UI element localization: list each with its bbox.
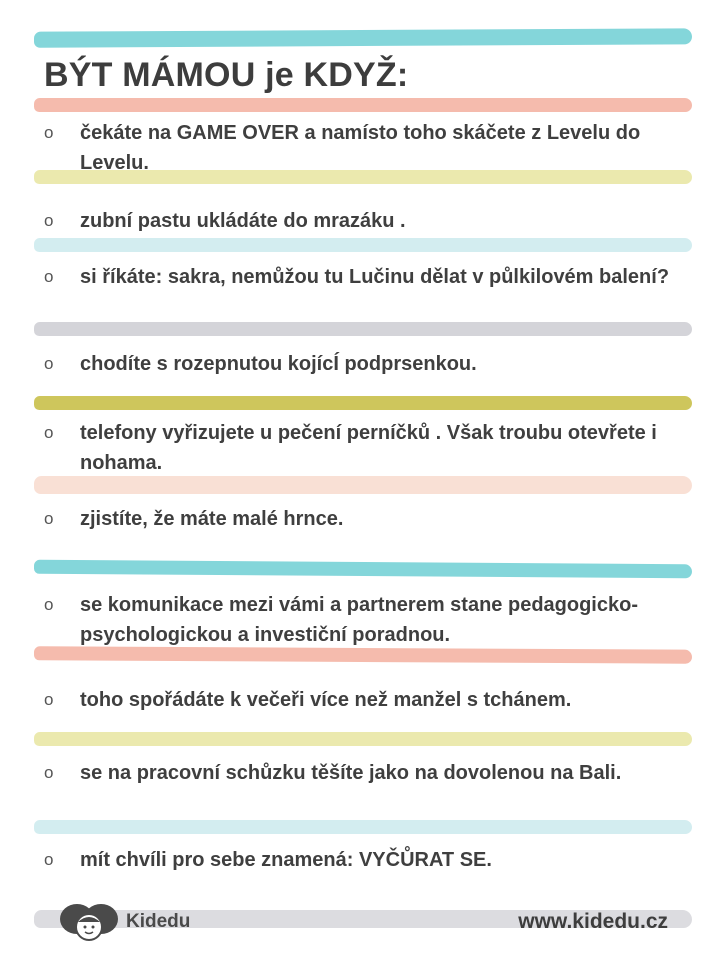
bullet: o xyxy=(44,595,54,614)
stripe-salmon xyxy=(34,98,692,112)
list-item xyxy=(44,504,684,534)
bullet: o xyxy=(44,211,54,230)
list-item-text: chodíte s rozepnutou kojícÍ podprsenkou. xyxy=(80,353,477,375)
kidedu-logo xyxy=(58,900,190,944)
list-item xyxy=(44,118,684,178)
bullet: o xyxy=(44,354,54,373)
bullet: o xyxy=(44,850,54,869)
list-item xyxy=(44,206,684,236)
page-title: BÝT MÁMOU je KDYŽ: xyxy=(44,56,409,94)
list-item-text: toho spořádáte k večeři více než manžel s tchánem. xyxy=(80,689,572,711)
list-item-text: čekáte na GAME OVER a namísto toho skáčete z Levelu do Levelu. xyxy=(80,122,641,174)
stripe-olive xyxy=(34,396,692,410)
list-item-text: si říkáte: sakra, nemůžou tu Lučinu dělat v půlkilovém balení? xyxy=(80,266,670,288)
list-item-text: se komunikace mezi vámi a partnerem stane pedagogicko-psychologickou a investiční poradnou. xyxy=(80,594,638,646)
list-item xyxy=(44,349,684,379)
list-item xyxy=(44,845,684,875)
stripe-light-blue-2 xyxy=(34,820,692,834)
kidedu-logo-icon xyxy=(58,900,120,944)
stripe-peach xyxy=(34,476,692,494)
bullet: o xyxy=(44,690,54,709)
stripe-gray xyxy=(34,322,692,336)
list-item-text: mít chvíli pro sebe znamená: VYČŮRAT SE. xyxy=(80,849,492,871)
bullet: o xyxy=(44,509,54,528)
stripe-teal-top xyxy=(34,28,692,47)
list-item-text: telefony vyřizujete u pečení perníčků . Však troubu otevřete i nohama. xyxy=(80,422,657,474)
list-item xyxy=(44,590,684,650)
list-item-text: zjistíte, že máte malé hrnce. xyxy=(80,508,344,530)
logo-text: Kidedu xyxy=(126,911,191,932)
list-item xyxy=(44,262,684,292)
bullet: o xyxy=(44,267,54,286)
list-item xyxy=(44,758,684,788)
stripe-light-blue xyxy=(34,238,692,252)
stripe-teal-mid xyxy=(34,560,692,579)
bullet: o xyxy=(44,123,54,142)
bullet: o xyxy=(44,423,54,442)
list-item-text: zubní pastu ukládáte do mrazáku . xyxy=(80,210,406,232)
website-url: www.kidedu.cz xyxy=(518,910,668,933)
list-item xyxy=(44,418,684,478)
stripe-yellow-2 xyxy=(34,732,692,746)
list-item xyxy=(44,685,684,715)
list-item-text: se na pracovní schůzku těšíte jako na dovolenou na Bali. xyxy=(80,762,622,784)
bullet: o xyxy=(44,763,54,782)
